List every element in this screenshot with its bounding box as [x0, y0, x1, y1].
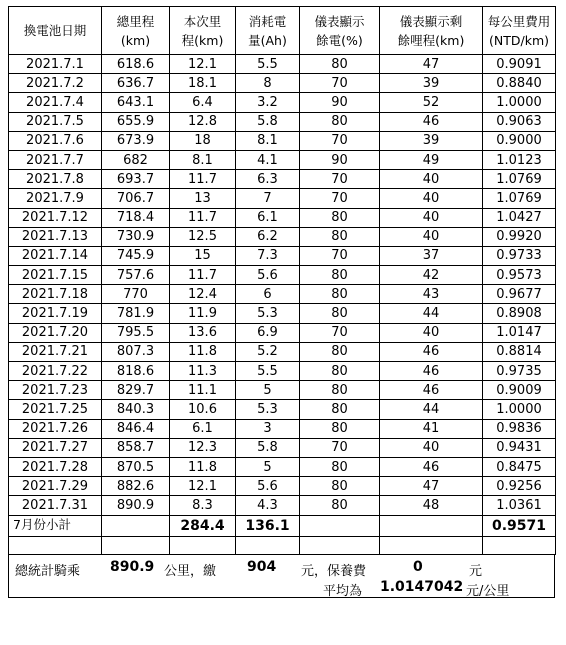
cell-battery-percent: 80: [300, 419, 380, 438]
cell-trip-km: 12.1: [170, 477, 236, 496]
cell-cost-per-km: 1.0000: [483, 400, 556, 419]
cell-battery-percent: 80: [300, 112, 380, 131]
cell-remaining-km: 44: [380, 304, 483, 323]
table-row: [9, 438, 556, 457]
cell-trip-km: 18.1: [170, 74, 236, 93]
cell-trip-km: 11.7: [170, 266, 236, 285]
cell-battery-percent: 80: [300, 304, 380, 323]
cell-date: 2021.7.25: [9, 400, 102, 419]
cell-date: 2021.7.4: [9, 93, 102, 112]
cell-ah: 8: [236, 74, 300, 93]
cell-remaining-km: 47: [380, 55, 483, 74]
cell-remaining-km: 40: [380, 170, 483, 189]
cell-date: 2021.7.9: [9, 189, 102, 208]
cell-ah: 5.3: [236, 400, 300, 419]
cell-date: 2021.7.8: [9, 170, 102, 189]
table-row: [9, 477, 556, 496]
table-row: [9, 496, 556, 515]
cell-remaining-km: 46: [380, 112, 483, 131]
cell-cost-per-km: 1.0769: [483, 189, 556, 208]
summary-label-yuan: 元: [469, 563, 483, 579]
table-row: [9, 304, 556, 323]
cell-trip-km: 11.8: [170, 342, 236, 361]
cell-battery-percent: 80: [300, 342, 380, 361]
table-row: [9, 457, 556, 476]
cell-cost-per-km: 1.0000: [483, 93, 556, 112]
cell-remaining-km: 52: [380, 93, 483, 112]
header-row: [9, 7, 556, 55]
cell-remaining-km: 46: [380, 342, 483, 361]
cell-total-km: 870.5: [102, 457, 170, 476]
cell-total-km: 807.3: [102, 342, 170, 361]
cell-ah: 5.6: [236, 266, 300, 285]
cell-date: 2021.7.21: [9, 342, 102, 361]
cell-cost-per-km: 1.0123: [483, 150, 556, 169]
cell-trip-km: 11.9: [170, 304, 236, 323]
table-row: [9, 208, 556, 227]
cell-date: 2021.7.7: [9, 150, 102, 169]
cell-total-km: 770: [102, 285, 170, 304]
cell-trip-km: 11.7: [170, 170, 236, 189]
cell-trip-km: 12.1: [170, 55, 236, 74]
cell-ah: 5.3: [236, 304, 300, 323]
cell-date: 2021.7.15: [9, 266, 102, 285]
header-ah: 消耗電 量(Ah): [236, 7, 300, 55]
cell-cost-per-km: 0.8908: [483, 304, 556, 323]
cell-ah: 7.3: [236, 246, 300, 265]
cell-date: 2021.7.1: [9, 55, 102, 74]
cell-total-km: 682: [102, 150, 170, 169]
cell-date: 2021.7.2: [9, 74, 102, 93]
cell-trip-km: 12.4: [170, 285, 236, 304]
blank-cell: [9, 536, 102, 554]
cell-total-km: 781.9: [102, 304, 170, 323]
cell-ah: 3: [236, 419, 300, 438]
header-remaining-km: 儀表顯示剩 餘哩程(km): [380, 7, 483, 55]
cell-total-km: 745.9: [102, 246, 170, 265]
cell-total-km: 818.6: [102, 362, 170, 381]
cell-trip-km: 12.5: [170, 227, 236, 246]
cell-total-km: 718.4: [102, 208, 170, 227]
cell-total-km: 618.6: [102, 55, 170, 74]
cell-cost-per-km: 0.9431: [483, 438, 556, 457]
cell-cost-per-km: 0.9009: [483, 381, 556, 400]
cell-ah: 5.8: [236, 438, 300, 457]
cell-cost-per-km: 0.9000: [483, 131, 556, 150]
cell-ah: 5.6: [236, 477, 300, 496]
table-row: [9, 150, 556, 169]
table-row: [9, 362, 556, 381]
battery-swap-table: [8, 6, 556, 555]
cell-remaining-km: 47: [380, 477, 483, 496]
cell-total-km: 846.4: [102, 419, 170, 438]
summary-label-ride: 總統計騎乘: [15, 563, 81, 579]
cell-remaining-km: 40: [380, 227, 483, 246]
cell-battery-percent: 80: [300, 285, 380, 304]
subtotal-empty: [380, 515, 483, 536]
subtotal-cost: 0.9571: [483, 515, 556, 536]
cell-ah: 5.5: [236, 362, 300, 381]
battery-log-sheet: [8, 6, 555, 598]
cell-date: 2021.7.27: [9, 438, 102, 457]
cell-ah: 5.5: [236, 55, 300, 74]
table-row: [9, 246, 556, 265]
cell-total-km: 693.7: [102, 170, 170, 189]
cell-date: 2021.7.14: [9, 246, 102, 265]
summary-label-average: 平均為: [323, 583, 363, 599]
cell-battery-percent: 80: [300, 400, 380, 419]
blank-cell: [300, 536, 380, 554]
cell-battery-percent: 70: [300, 74, 380, 93]
cell-ah: 6.9: [236, 323, 300, 342]
cell-ah: 6.1: [236, 208, 300, 227]
cell-total-km: 890.9: [102, 496, 170, 515]
cell-total-km: 643.1: [102, 93, 170, 112]
cell-battery-percent: 80: [300, 266, 380, 285]
cell-date: 2021.7.19: [9, 304, 102, 323]
cell-date: 2021.7.6: [9, 131, 102, 150]
cell-cost-per-km: 0.9733: [483, 246, 556, 265]
blank-cell: [236, 536, 300, 554]
table-row: [9, 342, 556, 361]
cell-date: 2021.7.20: [9, 323, 102, 342]
cell-total-km: 636.7: [102, 74, 170, 93]
blank-cell: [170, 536, 236, 554]
cell-remaining-km: 40: [380, 189, 483, 208]
cell-cost-per-km: 0.9677: [483, 285, 556, 304]
blank-cell: [483, 536, 556, 554]
cell-ah: 6: [236, 285, 300, 304]
cell-ah: 8.1: [236, 131, 300, 150]
cell-total-km: 882.6: [102, 477, 170, 496]
summary-total-km: 890.9: [110, 558, 155, 575]
cell-date: 2021.7.26: [9, 419, 102, 438]
cell-cost-per-km: 1.0147: [483, 323, 556, 342]
table-row: [9, 266, 556, 285]
cell-remaining-km: 40: [380, 323, 483, 342]
cell-remaining-km: 39: [380, 131, 483, 150]
cell-cost-per-km: 1.0361: [483, 496, 556, 515]
cell-total-km: 858.7: [102, 438, 170, 457]
cell-date: 2021.7.18: [9, 285, 102, 304]
cell-cost-per-km: 0.9091: [483, 55, 556, 74]
cell-trip-km: 11.3: [170, 362, 236, 381]
table-row: [9, 170, 556, 189]
cell-total-km: 673.9: [102, 131, 170, 150]
summary-label-maintenance: 元，保養費: [301, 563, 367, 579]
cell-remaining-km: 40: [380, 208, 483, 227]
table-row: [9, 55, 556, 74]
cell-remaining-km: 49: [380, 150, 483, 169]
summary-label-per-km: 元/公里: [466, 583, 510, 599]
cell-battery-percent: 70: [300, 323, 380, 342]
cell-remaining-km: 39: [380, 74, 483, 93]
cell-date: 2021.7.12: [9, 208, 102, 227]
subtotal-trip-km: 284.4: [170, 515, 236, 536]
cell-trip-km: 11.1: [170, 381, 236, 400]
cell-battery-percent: 90: [300, 93, 380, 112]
header-trip-km: 本次里 程(km): [170, 7, 236, 55]
cell-remaining-km: 44: [380, 400, 483, 419]
cell-ah: 5: [236, 381, 300, 400]
table-row: [9, 227, 556, 246]
cell-remaining-km: 46: [380, 457, 483, 476]
header-date: 換電池日期: [9, 7, 102, 55]
subtotal-row: [9, 515, 556, 536]
cell-cost-per-km: 0.9735: [483, 362, 556, 381]
cell-ah: 3.2: [236, 93, 300, 112]
table-row: [9, 112, 556, 131]
cell-battery-percent: 80: [300, 496, 380, 515]
cell-trip-km: 11.7: [170, 208, 236, 227]
cell-battery-percent: 70: [300, 131, 380, 150]
cell-battery-percent: 80: [300, 477, 380, 496]
summary-label-km-paid: 公里，繳: [164, 563, 217, 579]
cell-remaining-km: 43: [380, 285, 483, 304]
cell-trip-km: 10.6: [170, 400, 236, 419]
cell-ah: 5: [236, 457, 300, 476]
cell-battery-percent: 80: [300, 457, 380, 476]
cell-cost-per-km: 0.9256: [483, 477, 556, 496]
cell-trip-km: 12.8: [170, 112, 236, 131]
cell-date: 2021.7.28: [9, 457, 102, 476]
cell-date: 2021.7.29: [9, 477, 102, 496]
summary-average-cost: 1.0147042: [380, 578, 464, 595]
table-row: [9, 400, 556, 419]
cell-cost-per-km: 0.9920: [483, 227, 556, 246]
cell-battery-percent: 90: [300, 150, 380, 169]
cell-total-km: 730.9: [102, 227, 170, 246]
cell-battery-percent: 70: [300, 189, 380, 208]
subtotal-ah: 136.1: [236, 515, 300, 536]
cell-total-km: 795.5: [102, 323, 170, 342]
cell-battery-percent: 70: [300, 246, 380, 265]
cell-battery-percent: 80: [300, 227, 380, 246]
cell-remaining-km: 37: [380, 246, 483, 265]
cell-battery-percent: 70: [300, 170, 380, 189]
subtotal-label: 7月份小計: [9, 515, 102, 536]
cell-cost-per-km: 1.0427: [483, 208, 556, 227]
cell-ah: 7: [236, 189, 300, 208]
cell-trip-km: 11.8: [170, 457, 236, 476]
header-battery-percent: 儀表顯示 餘電(%): [300, 7, 380, 55]
cell-trip-km: 8.3: [170, 496, 236, 515]
summary-paid-amount: 904: [247, 558, 277, 575]
cell-battery-percent: 80: [300, 362, 380, 381]
cell-date: 2021.7.5: [9, 112, 102, 131]
cell-total-km: 757.6: [102, 266, 170, 285]
cell-trip-km: 8.1: [170, 150, 236, 169]
cell-remaining-km: 46: [380, 381, 483, 400]
table-row: [9, 189, 556, 208]
cell-total-km: 706.7: [102, 189, 170, 208]
cell-cost-per-km: 0.9063: [483, 112, 556, 131]
summary-box: [8, 555, 555, 598]
cell-battery-percent: 70: [300, 438, 380, 457]
cell-remaining-km: 40: [380, 438, 483, 457]
table-row: [9, 323, 556, 342]
cell-trip-km: 12.3: [170, 438, 236, 457]
header-cost-per-km: 每公里費用 (NTD/km): [483, 7, 556, 55]
table-row: [9, 285, 556, 304]
cell-total-km: 829.7: [102, 381, 170, 400]
cell-date: 2021.7.23: [9, 381, 102, 400]
cell-cost-per-km: 0.8475: [483, 457, 556, 476]
cell-trip-km: 15: [170, 246, 236, 265]
subtotal-empty: [102, 515, 170, 536]
table-row: [9, 93, 556, 112]
cell-ah: 5.8: [236, 112, 300, 131]
cell-date: 2021.7.22: [9, 362, 102, 381]
table-row: [9, 381, 556, 400]
cell-trip-km: 13: [170, 189, 236, 208]
cell-battery-percent: 80: [300, 381, 380, 400]
blank-cell: [380, 536, 483, 554]
cell-battery-percent: 80: [300, 55, 380, 74]
cell-trip-km: 6.4: [170, 93, 236, 112]
cell-total-km: 840.3: [102, 400, 170, 419]
cell-date: 2021.7.31: [9, 496, 102, 515]
cell-cost-per-km: 0.8840: [483, 74, 556, 93]
cell-cost-per-km: 0.9836: [483, 419, 556, 438]
cell-battery-percent: 80: [300, 208, 380, 227]
cell-cost-per-km: 1.0769: [483, 170, 556, 189]
cell-remaining-km: 42: [380, 266, 483, 285]
cell-remaining-km: 46: [380, 362, 483, 381]
cell-total-km: 655.9: [102, 112, 170, 131]
cell-cost-per-km: 0.8814: [483, 342, 556, 361]
cell-trip-km: 18: [170, 131, 236, 150]
blank-row: [9, 536, 556, 554]
cell-ah: 6.2: [236, 227, 300, 246]
cell-ah: 4.3: [236, 496, 300, 515]
cell-remaining-km: 48: [380, 496, 483, 515]
cell-cost-per-km: 0.9573: [483, 266, 556, 285]
table-row: [9, 419, 556, 438]
table-row: [9, 131, 556, 150]
subtotal-empty: [300, 515, 380, 536]
cell-ah: 6.3: [236, 170, 300, 189]
cell-ah: 5.2: [236, 342, 300, 361]
table-row: [9, 74, 556, 93]
cell-trip-km: 6.1: [170, 419, 236, 438]
cell-trip-km: 13.6: [170, 323, 236, 342]
cell-date: 2021.7.13: [9, 227, 102, 246]
cell-remaining-km: 41: [380, 419, 483, 438]
cell-ah: 4.1: [236, 150, 300, 169]
header-total-km: 總里程 (km): [102, 7, 170, 55]
blank-cell: [102, 536, 170, 554]
summary-maintenance-amount: 0: [413, 558, 423, 575]
